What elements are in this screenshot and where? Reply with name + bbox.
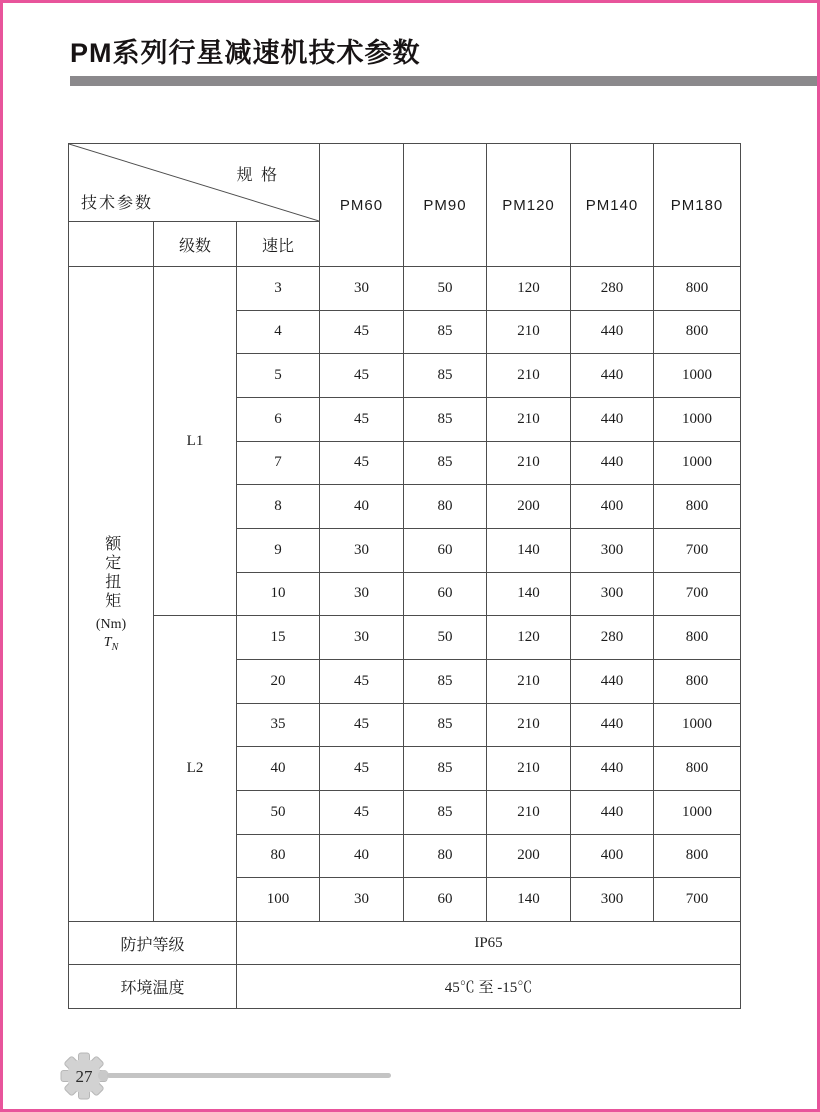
spec-table: [68, 143, 741, 1009]
torque-value-cell: 50: [404, 267, 487, 311]
torque-value-cell: 700: [654, 572, 741, 616]
page-number: 27: [75, 1067, 93, 1086]
torque-value-cell: 440: [571, 747, 654, 791]
torque-value-cell: 200: [487, 834, 571, 878]
torque-value-cell: 800: [654, 485, 741, 529]
param-label: 技术参数: [81, 195, 154, 212]
torque-value-cell: 1000: [654, 703, 741, 747]
torque-value-cell: 120: [487, 267, 571, 311]
stage-header-cell: 级数: [154, 222, 237, 267]
torque-value-cell: 800: [654, 834, 741, 878]
temperature-label-cell: 环境温度: [69, 965, 237, 1009]
torque-value-cell: 85: [404, 397, 487, 441]
torque-value-cell: 400: [571, 485, 654, 529]
title-underline-bar: [70, 76, 817, 86]
ratio-cell: 9: [237, 528, 320, 572]
torque-value-cell: 800: [654, 616, 741, 660]
ratio-cell: 40: [237, 747, 320, 791]
torque-value-cell: 120: [487, 616, 571, 660]
torque-value-cell: 1000: [654, 790, 741, 834]
empty-corner-cell: [69, 222, 154, 267]
table-row: [69, 267, 741, 311]
ratio-header-cell: 速比: [237, 222, 320, 267]
header-row-1: [69, 144, 741, 222]
torque-value-cell: 210: [487, 310, 571, 354]
torque-value-cell: 45: [320, 659, 404, 703]
torque-value-cell: 30: [320, 878, 404, 922]
stage-cell-l2: L2: [154, 616, 237, 922]
torque-header-cell: [69, 267, 154, 922]
torque-value-cell: 85: [404, 441, 487, 485]
ratio-cell: 10: [237, 572, 320, 616]
corner-cell: [69, 144, 320, 222]
torque-value-cell: 280: [571, 267, 654, 311]
torque-value-cell: 40: [320, 834, 404, 878]
torque-value-cell: 45: [320, 310, 404, 354]
torque-value-cell: 210: [487, 703, 571, 747]
torque-value-cell: 30: [320, 528, 404, 572]
ratio-cell: 20: [237, 659, 320, 703]
torque-value-cell: 300: [571, 878, 654, 922]
torque-value-cell: 210: [487, 354, 571, 398]
torque-value-cell: 85: [404, 703, 487, 747]
model-header-pm120: PM120: [487, 144, 571, 267]
ratio-cell: 5: [237, 354, 320, 398]
ratio-cell: 8: [237, 485, 320, 529]
torque-value-cell: 210: [487, 397, 571, 441]
torque-value-cell: 80: [404, 485, 487, 529]
table-row: [69, 616, 741, 660]
torque-value-cell: 440: [571, 659, 654, 703]
protection-row: [69, 922, 741, 965]
torque-value-cell: 140: [487, 528, 571, 572]
torque-value-cell: 40: [320, 485, 404, 529]
torque-value-cell: 45: [320, 397, 404, 441]
torque-value-cell: 210: [487, 441, 571, 485]
protection-label-cell: 防护等级: [69, 922, 237, 965]
protection-value-cell: IP65: [237, 922, 741, 965]
ratio-cell: 50: [237, 790, 320, 834]
ratio-cell: 6: [237, 397, 320, 441]
temperature-value-cell: 45℃ 至 -15℃: [237, 965, 741, 1009]
torque-value-cell: 800: [654, 310, 741, 354]
torque-value-cell: 440: [571, 354, 654, 398]
torque-value-cell: 210: [487, 790, 571, 834]
model-header-pm180: PM180: [654, 144, 741, 267]
torque-value-cell: 440: [571, 790, 654, 834]
torque-value-cell: 1000: [654, 354, 741, 398]
torque-value-cell: 440: [571, 397, 654, 441]
torque-value-cell: 210: [487, 747, 571, 791]
torque-value-cell: 85: [404, 747, 487, 791]
torque-value-cell: 300: [571, 528, 654, 572]
torque-value-cell: 280: [571, 616, 654, 660]
torque-value-cell: 440: [571, 310, 654, 354]
torque-value-cell: 800: [654, 267, 741, 311]
torque-value-cell: 60: [404, 878, 487, 922]
torque-value-cell: 85: [404, 790, 487, 834]
torque-value-cell: 45: [320, 747, 404, 791]
torque-value-cell: 440: [571, 441, 654, 485]
torque-value-cell: 45: [320, 354, 404, 398]
model-header-pm140: PM140: [571, 144, 654, 267]
torque-value-cell: 1000: [654, 441, 741, 485]
footer-line: [107, 1073, 391, 1078]
torque-vertical-text: 额定扭矩: [102, 535, 120, 612]
model-header-pm90: PM90: [404, 144, 487, 267]
torque-value-cell: 140: [487, 878, 571, 922]
torque-value-cell: 80: [404, 834, 487, 878]
torque-value-cell: 85: [404, 659, 487, 703]
temperature-row: [69, 965, 741, 1009]
torque-value-cell: 30: [320, 616, 404, 660]
torque-value-cell: 440: [571, 703, 654, 747]
spec-label: 规 格: [236, 167, 280, 184]
torque-symbol: $T_N$: [103, 635, 119, 653]
torque-value-cell: 300: [571, 572, 654, 616]
torque-value-cell: 60: [404, 528, 487, 572]
torque-value-cell: 30: [320, 572, 404, 616]
ratio-cell: 3: [237, 267, 320, 311]
torque-value-cell: 200: [487, 485, 571, 529]
torque-value-cell: 1000: [654, 397, 741, 441]
ratio-cell: 100: [237, 878, 320, 922]
torque-value-cell: 800: [654, 747, 741, 791]
torque-value-cell: 140: [487, 572, 571, 616]
torque-value-cell: 60: [404, 572, 487, 616]
torque-value-cell: 30: [320, 267, 404, 311]
torque-value-cell: 210: [487, 659, 571, 703]
torque-value-cell: 400: [571, 834, 654, 878]
stage-cell-l1: L1: [154, 267, 237, 616]
ratio-cell: 7: [237, 441, 320, 485]
ratio-cell: 15: [237, 616, 320, 660]
torque-value-cell: 85: [404, 354, 487, 398]
model-header-pm60: PM60: [320, 144, 404, 267]
ratio-cell: 4: [237, 310, 320, 354]
torque-value-cell: 45: [320, 703, 404, 747]
torque-value-cell: 45: [320, 790, 404, 834]
torque-value-cell: 800: [654, 659, 741, 703]
page-title: PM系列行星减速机技术参数: [70, 38, 421, 68]
torque-unit: (Nm): [95, 617, 127, 633]
torque-value-cell: 85: [404, 310, 487, 354]
ratio-cell: 80: [237, 834, 320, 878]
torque-value-cell: 45: [320, 441, 404, 485]
torque-value-cell: 700: [654, 878, 741, 922]
torque-value-cell: 50: [404, 616, 487, 660]
ratio-cell: 35: [237, 703, 320, 747]
torque-value-cell: 700: [654, 528, 741, 572]
